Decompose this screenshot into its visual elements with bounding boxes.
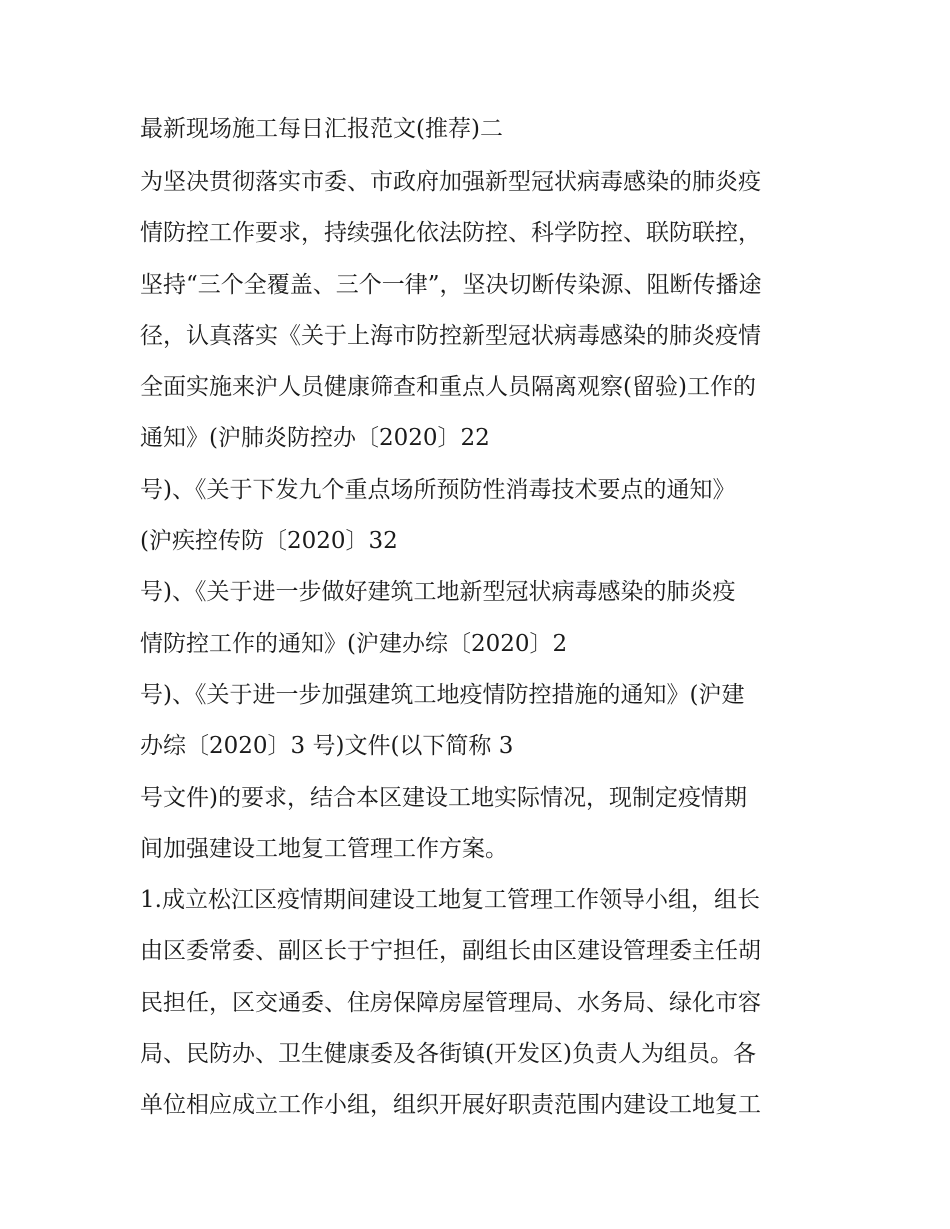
body-line: 情防控工作的通知》(沪建办综〔2020〕2 <box>140 630 568 657</box>
document-body <box>140 157 830 1132</box>
body-line: 号)、《关于进一步做好建筑工地新型冠状病毒感染的肺炎疫 <box>140 579 736 606</box>
body-line: 径，认真落实《关于上海市防控新型冠状病毒感染的肺炎疫情 <box>140 322 761 349</box>
body-line: 情防控工作要求，持续强化依法防控、科学防控、联防联控， <box>140 220 761 247</box>
body-line: 号)、《关于下发九个重点场所预防性消毒技术要点的通知》 <box>140 476 736 503</box>
body-line: 1.成立松江区疫情期间建设工地复工管理工作领导小组，组长 <box>140 887 760 914</box>
body-line: 号文件)的要求，结合本区建设工地实际情况，现制定疫情期 <box>140 784 747 811</box>
body-line: 单位相应成立工作小组，组织开展好职责范围内建设工地复工 <box>140 1092 761 1119</box>
body-line: 由区委常委、副区长于宁担任，副组长由区建设管理委主任胡 <box>140 938 761 965</box>
body-line: 通知》(沪肺炎防控办〔2020〕22 <box>140 425 490 452</box>
body-line: 号)、《关于进一步加强建筑工地疫情防控措施的通知》(沪建 <box>140 681 745 708</box>
body-line: 民担任，区交通委、住房保障房屋管理局、水务局、绿化市容 <box>140 989 761 1016</box>
body-line: (沪疾控传防〔2020〕32 <box>140 528 398 555</box>
body-line: 坚持“三个全覆盖、三个一律”，坚决切断传染源、阻断传播途 <box>140 271 762 298</box>
body-line: 局、民防办、卫生健康委及各街镇(开发区)负责人为组员。各 <box>140 1041 756 1068</box>
document-title: 最新现场施工每日汇报范文(推荐)二 <box>140 116 503 142</box>
body-line: 全面实施来沪人员健康筛查和重点人员隔离观察(留验)工作的 <box>140 374 756 401</box>
body-line: 间加强建设工地复工管理工作方案。 <box>140 835 508 862</box>
body-line: 办综〔2020〕3 号)文件(以下简称 3 <box>140 733 514 760</box>
body-line: 为坚决贯彻落实市委、市政府加强新型冠状病毒感染的肺炎疫 <box>140 169 761 195</box>
